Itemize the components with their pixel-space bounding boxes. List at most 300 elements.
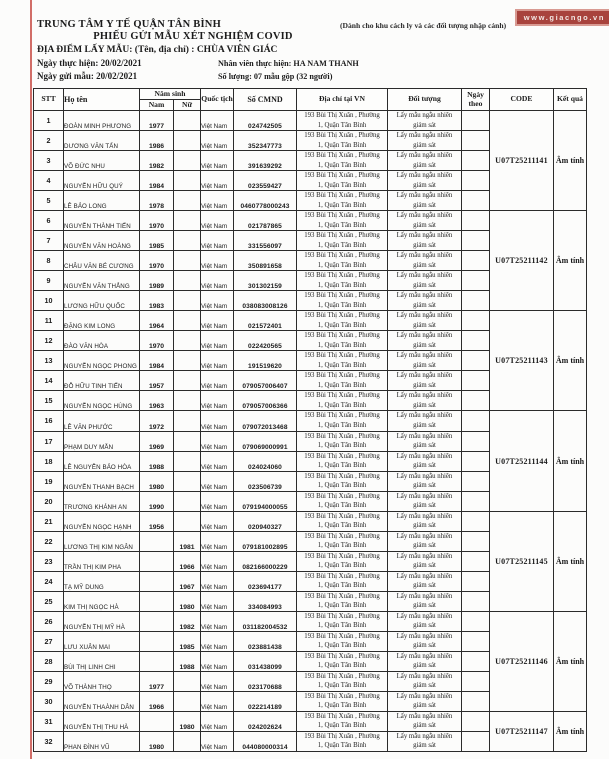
col-header-female: Nữ <box>174 100 201 111</box>
date-follow-cell <box>462 331 490 351</box>
nationality-cell: Việt Nam <box>201 611 234 631</box>
code-cell: U07T25211147 <box>490 711 554 751</box>
id-number-cell: 023559427 <box>234 171 297 191</box>
nationality-cell: Việt Nam <box>201 231 234 251</box>
stt-cell: 17 <box>34 431 64 451</box>
birth-male-cell: 1986 <box>140 131 174 151</box>
name-cell: TRƯƠNG KHÁNH AN <box>64 491 140 511</box>
table-row <box>34 411 587 431</box>
id-number-cell: 024024060 <box>234 451 297 471</box>
id-number-cell: 023881438 <box>234 631 297 651</box>
address-cell <box>297 331 388 351</box>
sampling-location: ĐỊA ĐIỂM LẤY MẪU: (Tên, địa chỉ) : CHÙA VIÊN GIÁC <box>37 45 278 55</box>
subject-cell <box>388 191 462 211</box>
birth-female-cell: 1988 <box>174 651 201 671</box>
id-number-cell: 023506739 <box>234 471 297 491</box>
stt-cell: 20 <box>34 491 64 511</box>
subject-cell <box>388 311 462 331</box>
address-line1: 193 Bùi Thị Xuân , Phường <box>304 572 380 580</box>
subject-line1: Lấy mẫu ngẫu nhiên <box>396 252 453 260</box>
subject-line1: Lấy mẫu ngẫu nhiên <box>396 392 453 400</box>
subject-line2: giám sát <box>413 502 436 510</box>
subject-line2: giám sát <box>413 241 436 249</box>
table-body <box>34 111 587 752</box>
stt-cell: 10 <box>34 291 64 311</box>
organization-name: TRUNG TÂM Y TẾ QUẬN TÂN BÌNH <box>37 19 221 30</box>
id-number-cell: 020940327 <box>234 511 297 531</box>
stt-cell: 2 <box>34 131 64 151</box>
name-cell: VÕ ĐỨC NHU <box>64 151 140 171</box>
nationality-cell: Việt Nam <box>201 511 234 531</box>
address-line1: 193 Bùi Thị Xuân , Phường <box>304 112 380 119</box>
code-cell: U07T25211142 <box>490 211 554 311</box>
id-number-cell: 079181002895 <box>234 531 297 551</box>
stt-cell: 6 <box>34 211 64 231</box>
birth-female-cell <box>174 351 201 371</box>
table-row <box>34 711 587 731</box>
subject-line1: Lấy mẫu ngẫu nhiên <box>396 572 453 580</box>
address-line1: 193 Bùi Thị Xuân , Phường <box>304 292 380 300</box>
birth-female-cell <box>174 251 201 271</box>
id-number-cell: 191519620 <box>234 351 297 371</box>
address-line2: 1, Quận Tân Bình <box>317 181 367 189</box>
subject-line2: giám sát <box>413 181 436 189</box>
subject-line2: giám sát <box>413 582 436 590</box>
stt-cell: 9 <box>34 271 64 291</box>
address-line2: 1, Quận Tân Bình <box>317 522 367 530</box>
address-line1: 193 Bùi Thị Xuân , Phường <box>304 612 380 620</box>
result-cell: Âm tính <box>554 211 587 311</box>
address-line1: 193 Bùi Thị Xuân , Phường <box>304 412 380 420</box>
id-number-cell: 350891658 <box>234 251 297 271</box>
birth-female-cell <box>174 291 201 311</box>
subject-line2: giám sát <box>413 622 436 630</box>
subject-cell <box>388 571 462 591</box>
subject-cell <box>388 351 462 371</box>
name-cell: LÊ VĂN PHƯỚC <box>64 411 140 431</box>
stt-cell: 15 <box>34 391 64 411</box>
address-cell <box>297 591 388 611</box>
id-number-cell: 031438099 <box>234 651 297 671</box>
address-line1: 193 Bùi Thị Xuân , Phường <box>304 492 380 500</box>
subject-cell <box>388 331 462 351</box>
nationality-cell: Việt Nam <box>201 111 234 131</box>
date-follow-cell <box>462 651 490 671</box>
name-cell: NGUYỄN THAÀNH DÂN <box>64 691 140 711</box>
subject-line2: giám sát <box>413 562 436 570</box>
address-cell <box>297 611 388 631</box>
birth-female-cell: 1967 <box>174 571 201 591</box>
address-line1: 193 Bùi Thị Xuân , Phường <box>304 392 380 400</box>
subject-line2: giám sát <box>413 341 436 349</box>
address-cell <box>297 651 388 671</box>
nationality-cell: Việt Nam <box>201 531 234 551</box>
nationality-cell: Việt Nam <box>201 151 234 171</box>
stt-cell: 26 <box>34 611 64 631</box>
birth-male-cell: 1964 <box>140 311 174 331</box>
address-line2: 1, Quận Tân Bình <box>317 742 367 750</box>
address-line1: 193 Bùi Thị Xuân , Phường <box>304 132 380 140</box>
id-number-cell: 334084993 <box>234 591 297 611</box>
subject-cell <box>388 291 462 311</box>
stt-cell: 32 <box>34 731 64 751</box>
address-cell <box>297 351 388 371</box>
col-header-nationality: Quốc tịch <box>201 89 234 111</box>
birth-female-cell <box>174 431 201 451</box>
address-line1: 193 Bùi Thị Xuân , Phường <box>304 532 380 540</box>
date-follow-cell <box>462 291 490 311</box>
address-line2: 1, Quận Tân Bình <box>317 622 367 630</box>
subject-cell <box>388 531 462 551</box>
subject-cell <box>388 231 462 251</box>
subject-line1: Lấy mẫu ngẫu nhiên <box>396 712 453 720</box>
birth-female-cell <box>174 371 201 391</box>
date-follow-cell <box>462 191 490 211</box>
id-number-cell: 079072013468 <box>234 411 297 431</box>
subject-line2: giám sát <box>413 261 436 269</box>
birth-female-cell: 1980 <box>174 711 201 731</box>
subject-cell <box>388 731 462 751</box>
nationality-cell: Việt Nam <box>201 411 234 431</box>
address-cell <box>297 251 388 271</box>
date-follow-cell <box>462 631 490 651</box>
subject-cell <box>388 271 462 291</box>
subject-line1: Lấy mẫu ngẫu nhiên <box>396 552 453 560</box>
col-header-stt: STT <box>34 89 64 111</box>
nationality-cell: Việt Nam <box>201 291 234 311</box>
date-follow-cell <box>462 231 490 251</box>
date-follow-cell <box>462 551 490 571</box>
birth-male-cell: 1989 <box>140 271 174 291</box>
address-cell <box>297 411 388 431</box>
date-follow-cell <box>462 731 490 751</box>
header-note: (Dành cho khu cách ly và các đối tượng nhập cảnh) <box>340 21 507 30</box>
subject-line2: giám sát <box>413 682 436 690</box>
nationality-cell: Việt Nam <box>201 711 234 731</box>
col-header-id-number: Số CMND <box>234 89 297 111</box>
date-sent: Ngày gửi mẫu: 20/02/2021 <box>37 71 138 81</box>
address-cell <box>297 451 388 471</box>
id-number-cell: 352347773 <box>234 131 297 151</box>
nationality-cell: Việt Nam <box>201 731 234 751</box>
address-cell <box>297 631 388 651</box>
address-cell <box>297 111 388 131</box>
stt-cell: 4 <box>34 171 64 191</box>
address-cell <box>297 691 388 711</box>
stt-cell: 21 <box>34 511 64 531</box>
address-line2: 1, Quận Tân Bình <box>317 221 367 229</box>
results-table <box>33 88 587 752</box>
date-follow-cell <box>462 691 490 711</box>
subject-cell <box>388 551 462 571</box>
nationality-cell: Việt Nam <box>201 191 234 211</box>
staff-name: Nhân viên thực hiện: HA NAM THANH <box>218 59 359 68</box>
birth-female-cell <box>174 131 201 151</box>
nationality-cell: Việt Nam <box>201 131 234 151</box>
subject-line1: Lấy mẫu ngẫu nhiên <box>396 732 453 740</box>
stt-cell: 12 <box>34 331 64 351</box>
stt-cell: 3 <box>34 151 64 171</box>
subject-line1: Lấy mẫu ngẫu nhiên <box>396 152 453 160</box>
address-cell <box>297 571 388 591</box>
name-cell: CHÂU VĂN BÉ CƯƠNG <box>64 251 140 271</box>
subject-line2: giám sát <box>413 221 436 229</box>
address-line2: 1, Quận Tân Bình <box>317 281 367 289</box>
address-cell <box>297 671 388 691</box>
address-line1: 193 Bùi Thị Xuân , Phường <box>304 452 380 460</box>
subject-line1: Lấy mẫu ngẫu nhiên <box>396 532 453 540</box>
subject-line2: giám sát <box>413 141 436 149</box>
address-line1: 193 Bùi Thị Xuân , Phường <box>304 512 380 520</box>
birth-female-cell <box>174 231 201 251</box>
subject-line2: giám sát <box>413 161 436 169</box>
name-cell: NGUYỄN VĂN THẮNG <box>64 271 140 291</box>
stt-cell: 13 <box>34 351 64 371</box>
birth-male-cell <box>140 591 174 611</box>
nationality-cell: Việt Nam <box>201 171 234 191</box>
nationality-cell: Việt Nam <box>201 251 234 271</box>
subject-line1: Lấy mẫu ngẫu nhiên <box>396 272 453 280</box>
date-follow-cell <box>462 431 490 451</box>
stt-cell: 19 <box>34 471 64 491</box>
subject-cell <box>388 591 462 611</box>
date-follow-cell <box>462 311 490 331</box>
birth-female-cell <box>174 191 201 211</box>
address-cell <box>297 271 388 291</box>
nationality-cell: Việt Nam <box>201 331 234 351</box>
date-follow-cell <box>462 471 490 491</box>
address-line2: 1, Quận Tân Bình <box>317 121 367 129</box>
birth-female-cell <box>174 111 201 131</box>
birth-male-cell <box>140 651 174 671</box>
id-number-cell: 021787865 <box>234 211 297 231</box>
name-cell: PHẠM DUY MẪN <box>64 431 140 451</box>
stt-cell: 23 <box>34 551 64 571</box>
id-number-cell: 023170688 <box>234 671 297 691</box>
address-cell <box>297 471 388 491</box>
stt-cell: 27 <box>34 631 64 651</box>
birth-male-cell: 1970 <box>140 331 174 351</box>
address-cell <box>297 371 388 391</box>
address-line2: 1, Quận Tân Bình <box>317 702 367 710</box>
name-cell: BÙI THỊ LINH CHI <box>64 651 140 671</box>
subject-line1: Lấy mẫu ngẫu nhiên <box>396 652 453 660</box>
id-number-cell: 391639292 <box>234 151 297 171</box>
subject-line1: Lấy mẫu ngẫu nhiên <box>396 292 453 300</box>
subject-cell <box>388 711 462 731</box>
birth-male-cell: 1972 <box>140 411 174 431</box>
subject-cell <box>388 511 462 531</box>
col-header-date-follow: Ngày theo <box>462 89 490 111</box>
subject-line2: giám sát <box>413 742 436 750</box>
stt-cell: 22 <box>34 531 64 551</box>
birth-male-cell: 1977 <box>140 111 174 131</box>
birth-male-cell: 1970 <box>140 251 174 271</box>
address-line2: 1, Quận Tân Bình <box>317 542 367 550</box>
name-cell: NGUYỄN THỊ THU HÀ <box>64 711 140 731</box>
nationality-cell: Việt Nam <box>201 471 234 491</box>
date-follow-cell <box>462 451 490 471</box>
document-title: PHIẾU GỬI MẪU XÉT NGHIỆM COVID <box>93 31 293 42</box>
birth-male-cell: 1957 <box>140 371 174 391</box>
subject-line2: giám sát <box>413 542 436 550</box>
address-line2: 1, Quận Tân Bình <box>317 241 367 249</box>
table-row <box>34 211 587 231</box>
subject-line2: giám sát <box>413 281 436 289</box>
birth-male-cell: 1963 <box>140 391 174 411</box>
subject-line2: giám sát <box>413 361 436 369</box>
name-cell: LÊ BẢO LONG <box>64 191 140 211</box>
nationality-cell: Việt Nam <box>201 691 234 711</box>
address-line1: 193 Bùi Thị Xuân , Phường <box>304 272 380 280</box>
result-cell: Âm tính <box>554 311 587 411</box>
name-cell: LƯƠNG HỮU QUỐC <box>64 291 140 311</box>
subject-line2: giám sát <box>413 702 436 710</box>
address-line1: 193 Bùi Thị Xuân , Phường <box>304 632 380 640</box>
date-follow-cell <box>462 411 490 431</box>
nationality-cell: Việt Nam <box>201 211 234 231</box>
left-margin-red-line <box>30 0 32 759</box>
address-cell <box>297 231 388 251</box>
birth-male-cell: 1978 <box>140 191 174 211</box>
name-cell: NGUYỄN THÀNH TIẾN <box>64 211 140 231</box>
address-line2: 1, Quận Tân Bình <box>317 201 367 209</box>
stt-cell: 11 <box>34 311 64 331</box>
address-line2: 1, Quận Tân Bình <box>317 662 367 670</box>
stt-cell: 29 <box>34 671 64 691</box>
table-header <box>34 89 587 111</box>
id-number-cell: 031182004532 <box>234 611 297 631</box>
address-line1: 193 Bùi Thị Xuân , Phường <box>304 592 380 600</box>
subject-line1: Lấy mẫu ngẫu nhiên <box>396 692 453 700</box>
birth-female-cell: 1966 <box>174 551 201 571</box>
subject-cell <box>388 611 462 631</box>
birth-female-cell <box>174 151 201 171</box>
subject-line1: Lấy mẫu ngẫu nhiên <box>396 132 453 140</box>
birth-male-cell: 1982 <box>140 151 174 171</box>
date-follow-cell <box>462 371 490 391</box>
col-header-subject: Đối tượng <box>388 89 462 111</box>
address-line2: 1, Quận Tân Bình <box>317 321 367 329</box>
address-line2: 1, Quận Tân Bình <box>317 301 367 309</box>
subject-cell <box>388 211 462 231</box>
address-line2: 1, Quận Tân Bình <box>317 141 367 149</box>
id-number-cell: 023694177 <box>234 571 297 591</box>
subject-line1: Lấy mẫu ngẫu nhiên <box>396 612 453 620</box>
subject-cell <box>388 151 462 171</box>
birth-male-cell <box>140 571 174 591</box>
subject-line2: giám sát <box>413 462 436 470</box>
subject-line1: Lấy mẫu ngẫu nhiên <box>396 172 453 180</box>
address-line1: 193 Bùi Thị Xuân , Phường <box>304 252 380 260</box>
id-number-cell: 021572401 <box>234 311 297 331</box>
table-row <box>34 511 587 531</box>
date-follow-cell <box>462 171 490 191</box>
subject-cell <box>388 171 462 191</box>
table-row <box>34 111 587 131</box>
date-follow-cell <box>462 391 490 411</box>
address-line2: 1, Quận Tân Bình <box>317 562 367 570</box>
address-line1: 193 Bùi Thị Xuân , Phường <box>304 192 380 200</box>
col-header-result: Kết quả <box>554 89 587 111</box>
subject-line2: giám sát <box>413 121 436 129</box>
birth-male-cell: 1990 <box>140 491 174 511</box>
address-cell <box>297 311 388 331</box>
birth-male-cell: 1984 <box>140 171 174 191</box>
subject-line1: Lấy mẫu ngẫu nhiên <box>396 332 453 340</box>
subject-line1: Lấy mẫu ngẫu nhiên <box>396 372 453 380</box>
address-cell <box>297 711 388 731</box>
date-follow-cell <box>462 251 490 271</box>
date-follow-cell <box>462 151 490 171</box>
nationality-cell: Việt Nam <box>201 311 234 331</box>
sample-quantity: Số lượng: 07 mẫu gộp (32 người) <box>218 72 333 81</box>
name-cell: NGUYỄN THANH BẠCH <box>64 471 140 491</box>
nationality-cell: Việt Nam <box>201 351 234 371</box>
id-number-cell: 079069000991 <box>234 431 297 451</box>
date-follow-cell <box>462 571 490 591</box>
name-cell: ĐỖ HỮU TINH TIẾN <box>64 371 140 391</box>
address-line1: 193 Bùi Thị Xuân , Phường <box>304 172 380 180</box>
name-cell: ĐÀO VĂN HÒA <box>64 331 140 351</box>
address-line2: 1, Quận Tân Bình <box>317 421 367 429</box>
subject-line2: giám sát <box>413 421 436 429</box>
subject-line2: giám sát <box>413 381 436 389</box>
subject-cell <box>388 471 462 491</box>
nationality-cell: Việt Nam <box>201 631 234 651</box>
address-line2: 1, Quận Tân Bình <box>317 462 367 470</box>
name-cell: TRẦN THỊ KIM PHA <box>64 551 140 571</box>
name-cell: NGUYỄN THỊ MỸ HÀ <box>64 611 140 631</box>
address-line1: 193 Bùi Thị Xuân , Phường <box>304 372 380 380</box>
name-cell: ĐOÀN MINH PHƯƠNG <box>64 111 140 131</box>
id-number-cell: 082166000229 <box>234 551 297 571</box>
subject-cell <box>388 671 462 691</box>
birth-male-cell: 1988 <box>140 451 174 471</box>
subject-line2: giám sát <box>413 442 436 450</box>
date-follow-cell <box>462 111 490 131</box>
address-cell <box>297 391 388 411</box>
subject-line1: Lấy mẫu ngẫu nhiên <box>396 192 453 200</box>
address-line1: 193 Bùi Thị Xuân , Phường <box>304 212 380 220</box>
subject-line1: Lấy mẫu ngẫu nhiên <box>396 232 453 240</box>
result-cell: Âm tính <box>554 511 587 611</box>
subject-line1: Lấy mẫu ngẫu nhiên <box>396 592 453 600</box>
code-cell: U07T25211145 <box>490 511 554 611</box>
address-line1: 193 Bùi Thị Xuân , Phường <box>304 672 380 680</box>
birth-female-cell <box>174 271 201 291</box>
subject-line1: Lấy mẫu ngẫu nhiên <box>396 112 453 119</box>
address-line1: 193 Bùi Thị Xuân , Phường <box>304 232 380 240</box>
birth-male-cell: 1984 <box>140 351 174 371</box>
address-cell <box>297 551 388 571</box>
result-cell: Âm tính <box>554 411 587 511</box>
stt-cell: 5 <box>34 191 64 211</box>
id-number-cell: 331556097 <box>234 231 297 251</box>
birth-female-cell <box>174 671 201 691</box>
birth-female-cell: 1981 <box>174 531 201 551</box>
name-cell: NGUYỄN VĂN HOÀNG <box>64 231 140 251</box>
birth-male-cell: 1980 <box>140 731 174 751</box>
subject-cell <box>388 371 462 391</box>
address-line1: 193 Bùi Thị Xuân , Phường <box>304 152 380 160</box>
code-cell: U07T25211143 <box>490 311 554 411</box>
stt-cell: 14 <box>34 371 64 391</box>
subject-line2: giám sát <box>413 321 436 329</box>
address-line2: 1, Quận Tân Bình <box>317 361 367 369</box>
subject-line2: giám sát <box>413 401 436 409</box>
nationality-cell: Việt Nam <box>201 271 234 291</box>
